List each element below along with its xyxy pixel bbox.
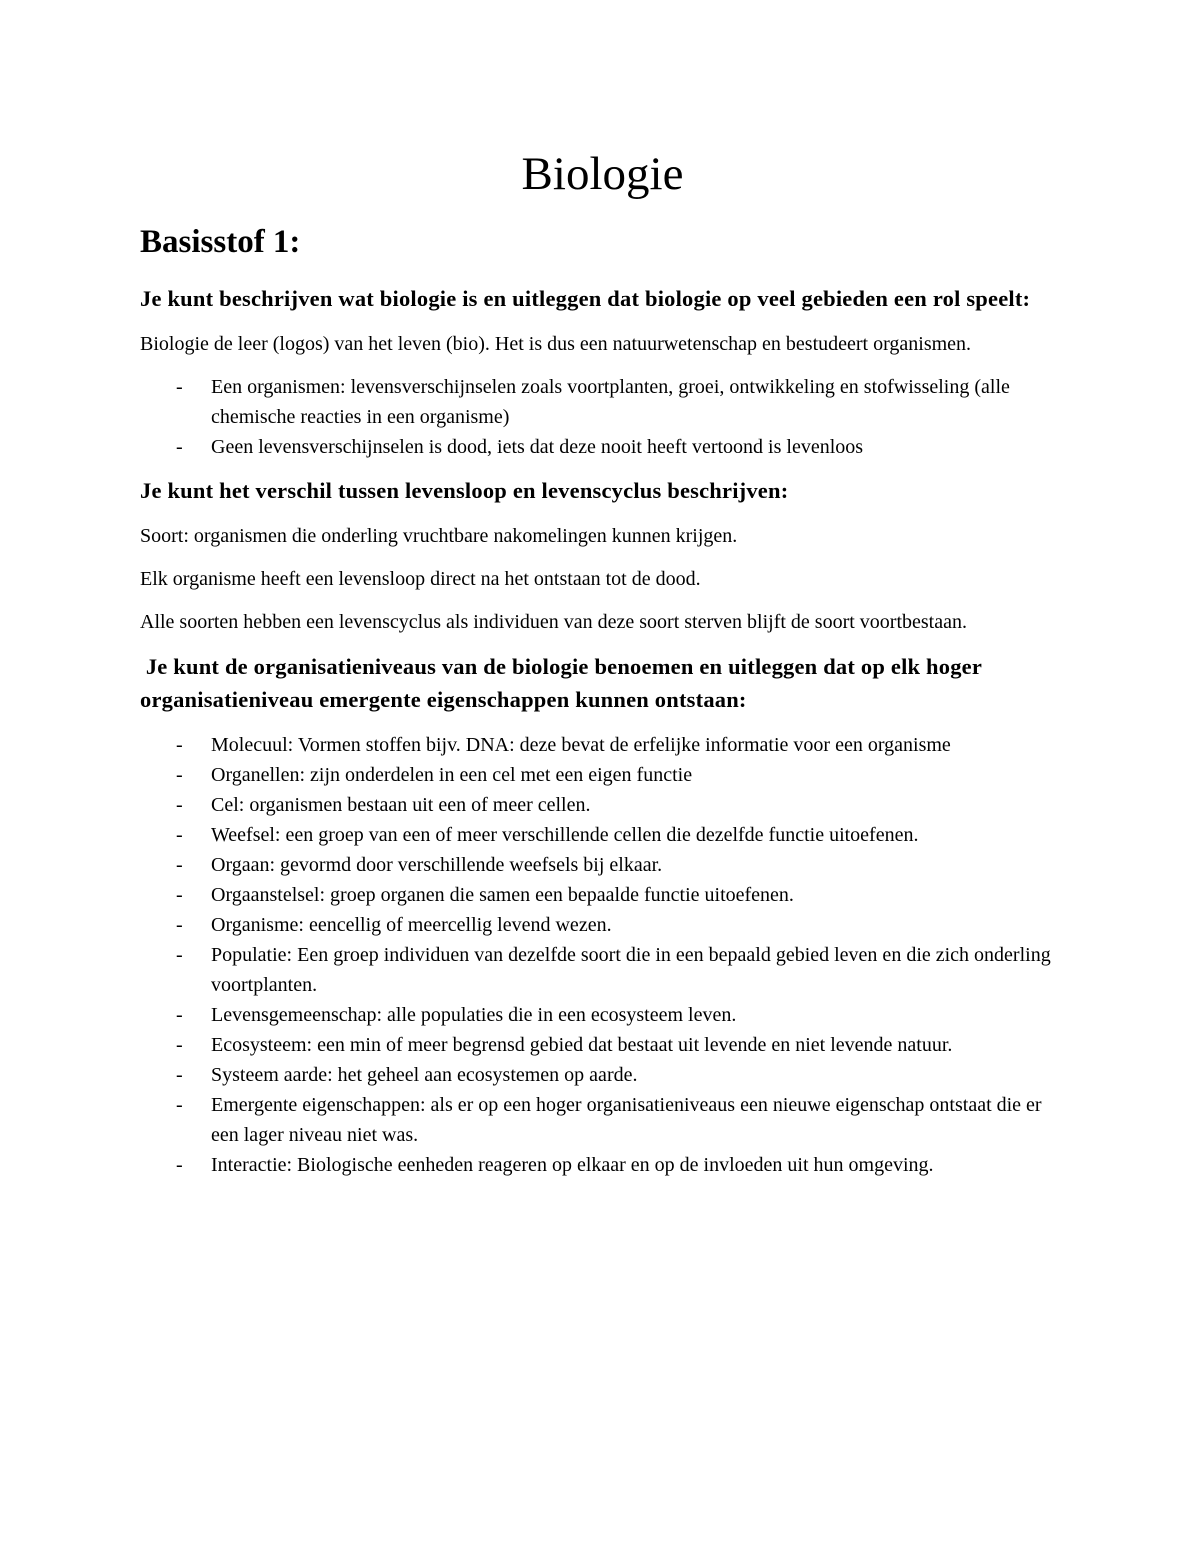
list-item: - Weefsel: een groep van een of meer verschillende cellen die dezelfde functie uitoefenen. [140,820,1065,850]
dash-bullet: - [176,1004,183,1026]
dash-bullet: - [176,914,183,936]
list-item: - Organisme: eencellig of meercellig levend wezen. [140,910,1065,940]
paragraph: Alle soorten hebben een levenscyclus als individuen van deze soort sterven blijft de soort voortbestaan. [140,611,967,633]
dash-bullet: - [176,944,183,966]
list-item: - Geen levensverschijnselen is dood, iets dat deze nooit heeft vertoond is levenloos [140,432,1065,462]
paragraph: Soort: organismen die onderling vruchtbare nakomelingen kunnen krijgen. [140,525,738,547]
section-heading-basisstof: Basisstof 1: [140,224,301,260]
dash-bullet: - [176,854,183,876]
list-item: - Molecuul: Vormen stoffen bijv. DNA: deze bevat de erfelijke informatie voor een organisme [140,730,1065,760]
list-item: - Levensgemeenschap: alle populaties die in een ecosysteem leven. [140,1000,1065,1030]
list-item: - Interactie: Biologische eenheden reageren op elkaar en op de invloeden uit hun omgeving. [140,1150,1065,1180]
list-item: - Organellen: zijn onderdelen in een cel met een eigen functie [140,760,1065,790]
list-item: - Een organismen: levensverschijnselen zoals voortplanten, groei, ontwikkeling en stofwisseling (alle chemische reacties in een organisme) [140,372,1065,432]
dash-bullet: - [176,764,183,786]
bullet-list [140,372,1065,462]
learning-goal-heading: Je kunt de organisatieniveaus van de biologie benoemen en uitleggen dat op elk hoger organisatieniveau emergente eigenschappen kunnen ontstaan: [140,654,988,712]
dash-bullet: - [176,734,183,756]
page-title: Biologie [521,148,684,200]
learning-goal-heading: Je kunt beschrijven wat biologie is en uitleggen dat biologie op veel gebieden een rol speelt: [140,286,1031,311]
section-1 [140,282,1065,462]
dash-bullet: - [176,1034,183,1056]
section-3 [140,650,1065,1180]
list-item: - Cel: organismen bestaan uit een of meer cellen. [140,790,1065,820]
dash-bullet: - [176,436,183,458]
list-item: - Orgaan: gevormd door verschillende weefsels bij elkaar. [140,850,1065,880]
dash-bullet: - [176,376,183,398]
document-body [140,218,1065,1192]
dash-bullet: - [176,794,183,816]
section-2 [140,474,1065,637]
paragraph: Biologie de leer (logos) van het leven (bio). Het is dus een natuurwetenschap en bestudeert organismen. [140,333,972,355]
learning-goal-heading: Je kunt het verschil tussen levensloop en levenscyclus beschrijven: [140,478,789,503]
list-item: - Systeem aarde: het geheel aan ecosystemen op aarde. [140,1060,1065,1090]
list-item: - Populatie: Een groep individuen van dezelfde soort die in een bepaald gebied leven en die zich onderling voortplanten. [140,940,1065,1000]
dash-bullet: - [176,884,183,906]
list-item: - Emergente eigenschappen: als er op een hoger organisatieniveaus een nieuwe eigenschap ontstaat die er een lager niveau niet was. [140,1090,1065,1150]
dash-bullet: - [176,1064,183,1086]
paragraph: Elk organisme heeft een levensloop direct na het ontstaan tot de dood. [140,568,701,590]
dash-bullet: - [176,1154,183,1176]
list-item: - Ecosysteem: een min of meer begrensd gebied dat bestaat uit levende en niet levende natuur. [140,1030,1065,1060]
list-item: - Orgaanstelsel: groep organen die samen een bepaalde functie uitoefenen. [140,880,1065,910]
dash-bullet: - [176,824,183,846]
bullet-list [140,730,1065,1180]
dash-bullet: - [176,1094,183,1116]
